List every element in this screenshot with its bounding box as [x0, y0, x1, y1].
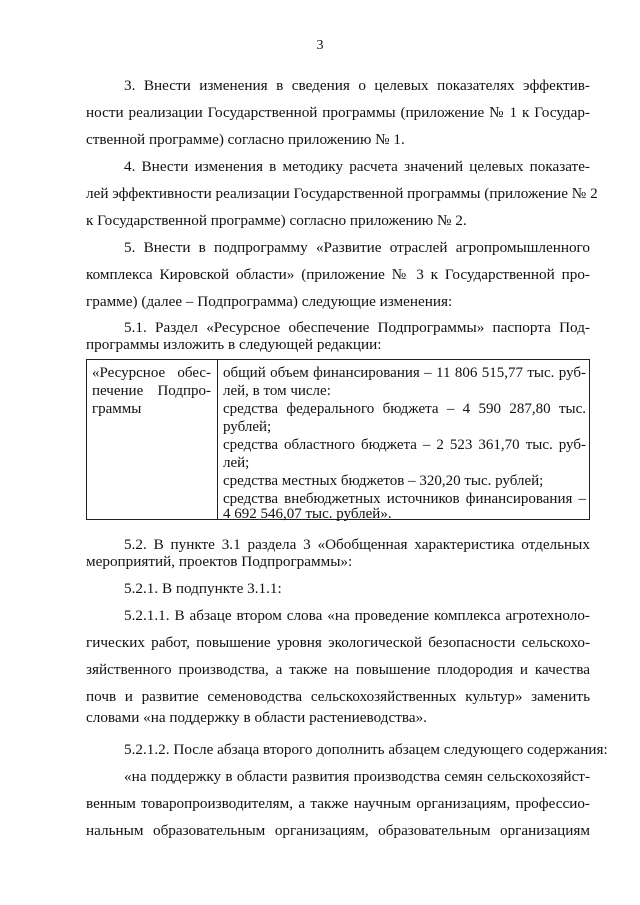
table-right-line-8: средства внебюджетных источников финансирования –	[223, 491, 586, 507]
para-5-1-line-2: программы изложить в следующей редакции:	[86, 336, 382, 353]
para-3-line-3: ственной программе) согласно приложению № 1.	[86, 131, 405, 148]
para-4-line-3: к Государственной программе) согласно приложению № 2.	[86, 212, 467, 229]
para-5-2-1-1-line-5: словами «на поддержку в области растениеводства».	[86, 709, 427, 726]
para-3-line-1: 3. Внести изменения в сведения о целевых показателях эффектив-	[124, 77, 590, 94]
para-5-2-1: 5.2.1. В подпункте 3.1.1:	[124, 580, 282, 597]
para-5-2-line-1: 5.2. В пункте 3.1 раздела 3 «Обобщенная характеристика отдельных	[124, 536, 590, 553]
para-5-2-1-2: 5.2.1.2. После абзаца второго дополнить абзацем следующего содержания:	[124, 741, 608, 758]
table-left-line-1: «Ресурсное обес-	[92, 365, 211, 381]
table-column-divider	[217, 360, 218, 519]
para-5-2-line-2: мероприятий, проектов Подпрограммы»:	[86, 553, 353, 570]
para-5-2-1-1-line-4: почв и развитие семеноводства сельскохозяйственных культур» заменить	[86, 688, 590, 705]
resource-table	[86, 359, 590, 520]
para-4-line-2: лей эффективности реализации Государственной программы (приложение № 2	[86, 185, 598, 202]
para-quote-line-1: «на поддержку в области развития производства семян сельскохозяйст-	[124, 768, 590, 785]
para-5-line-2: комплекса Кировской области» (приложение № 3 к Государственной про-	[86, 266, 590, 283]
table-left-line-2: печение Подпро-	[92, 383, 211, 399]
table-right-line-6: лей;	[223, 455, 250, 471]
table-right-line-9: 4 692 546,07 тыс. рублей».	[223, 506, 392, 522]
table-right-line-5: средства областного бюджета – 2 523 361,70 тыс. руб-	[223, 437, 586, 453]
para-5-2-1-1-line-1: 5.2.1.1. В абзаце втором слова «на проведение комплекса агротехноло-	[124, 607, 590, 624]
table-left-line-3: граммы	[92, 401, 142, 417]
para-5-1-line-1: 5.1. Раздел «Ресурсное обеспечение Подпрограммы» паспорта Под-	[124, 319, 590, 336]
para-5-line-1: 5. Внести в подпрограмму «Развитие отраслей агропромышленного	[124, 239, 590, 256]
page-number: 3	[316, 38, 324, 53]
para-4-line-1: 4. Внести изменения в методику расчета значений целевых показате-	[124, 158, 590, 175]
para-5-2-1-1-line-3: зяйственного производства, а также на повышение плодородия и качества	[86, 661, 590, 678]
para-3-line-2: ности реализации Государственной программы (приложение № 1 к Государ-	[86, 104, 590, 121]
para-5-2-1-1-line-2: гических работ, повышение уровня экологической безопасности сельскохо-	[86, 634, 590, 651]
para-quote-line-2: венным товаропроизводителям, а также научным организациям, профессио-	[86, 795, 590, 812]
table-right-line-4: рублей;	[223, 419, 272, 435]
table-right-line-7: средства местных бюджетов – 320,20 тыс. рублей;	[223, 473, 544, 489]
para-5-line-3: грамме) (далее – Подпрограмма) следующие изменения:	[86, 293, 453, 310]
para-quote-line-3: нальным образовательным организациям, образовательным организациям	[86, 822, 590, 839]
table-right-line-1: общий объем финансирования – 11 806 515,77 тыс. руб-	[223, 365, 586, 381]
table-right-line-2: лей, в том числе:	[223, 383, 331, 399]
table-right-line-3: средства федерального бюджета – 4 590 287,80 тыс.	[223, 401, 586, 417]
